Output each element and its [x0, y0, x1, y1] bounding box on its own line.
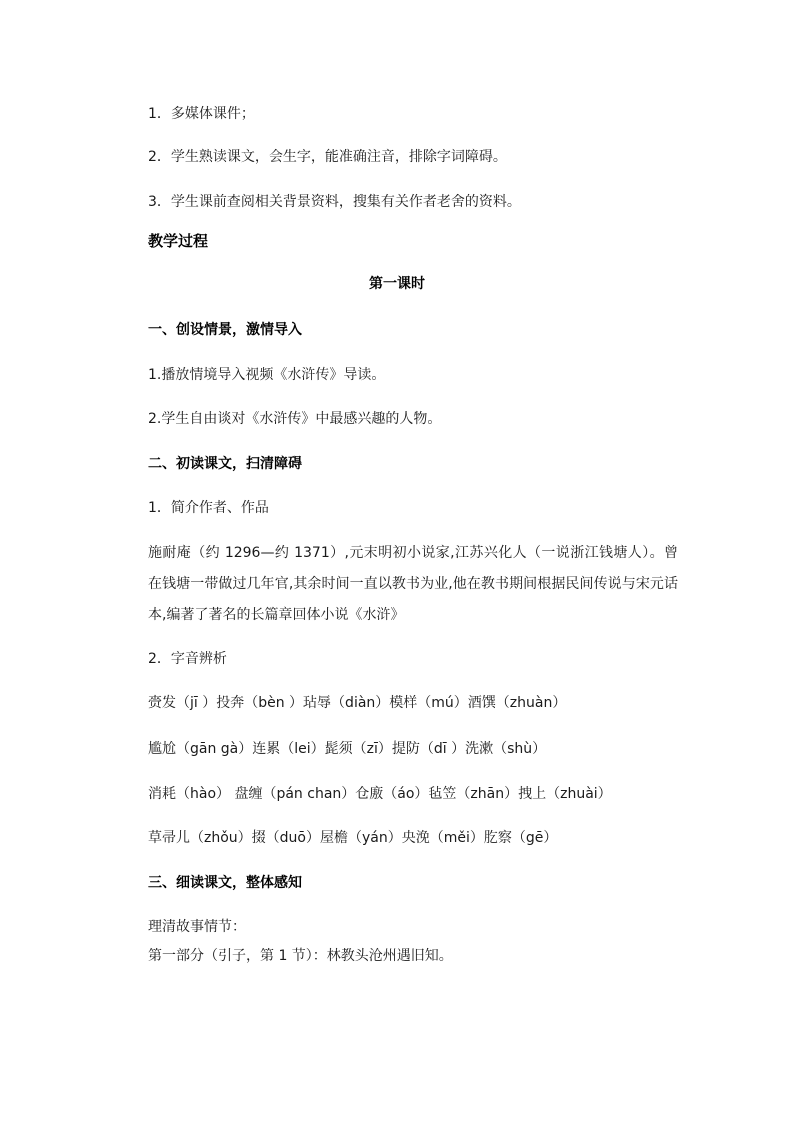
- section3-line-2: 第一部分（引子，第 1 节）：林教头沧州遇旧知。: [148, 948, 453, 964]
- section2-sub-2: 2．字音辨析: [148, 651, 227, 667]
- prep-item-3: 3．学生课前查阅相关背景资料，搜集有关作者老舍的资料。: [148, 194, 521, 210]
- pronunciation-line-2: 尴尬（gān gà）连累（lei）髭须（zī）提防（dī ）洗漱（shù）: [148, 741, 547, 757]
- lesson-title: 第一课时: [369, 276, 425, 292]
- pronunciation-line-1: 赍发（jī ）投奔（bèn ）玷辱（diàn）模样（mú）酒馔（zhuàn）: [148, 695, 567, 711]
- section1-item-1: 1.播放情境导入视频《水浒传》导读。: [148, 367, 386, 383]
- section2-sub-1: 1．简介作者、作品: [148, 500, 269, 516]
- section1-item-2: 2.学生自由谈对《水浒传》中最感兴趣的人物。: [148, 411, 442, 427]
- section3-heading: 三、细读课文，整体感知: [148, 875, 302, 891]
- prep-item-1: 1．多媒体课件；: [148, 106, 255, 122]
- process-heading: 教学过程: [148, 232, 209, 250]
- section3-line-1: 理清故事情节：: [148, 919, 246, 935]
- prep-item-2: 2．学生熟读课文，会生字，能准确注音，排除字词障碍。: [148, 149, 507, 165]
- section2-heading: 二、初读课文，扫清障碍: [148, 456, 302, 472]
- pronunciation-line-3: 消耗（hào） 盘缠（pán chan）仓廒（áo）毡笠（zhān）拽上（zhuài）: [148, 786, 612, 802]
- author-paragraph: 施耐庵（约 1296—约 1371）,元末明初小说家,江苏兴化人（一说浙江钱塘人）。曾在钱塘一带做过几年官,其余时间一直以教书为业,他在教书期间根据民间传说与宋元话本,编著了著名的长篇章回体小说《水浒》: [148, 545, 678, 623]
- pronunciation-line-4: 草帚儿（zhǒu）掇（duō）屋檐（yán）央浼（měi）肐察（gē）: [148, 830, 558, 846]
- section1-heading: 一、创设情景，激情导入: [148, 322, 302, 338]
